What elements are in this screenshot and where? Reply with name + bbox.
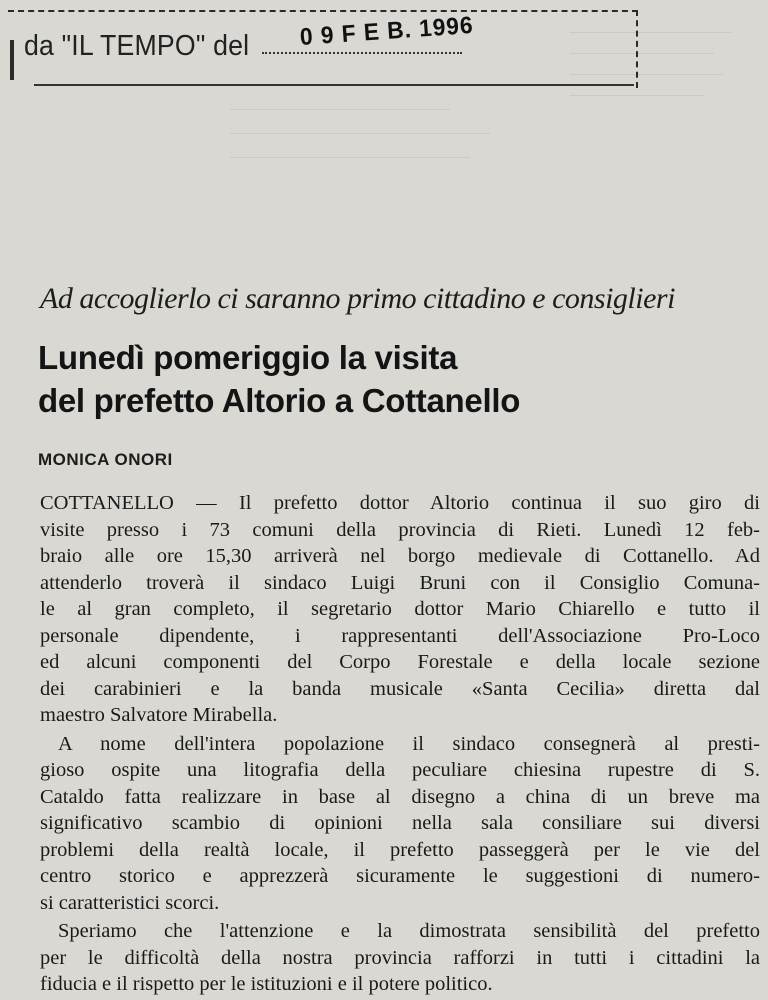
article-paragraph bbox=[40, 918, 760, 998]
body-line: maestro Salvatore Mirabella. bbox=[40, 704, 278, 726]
body-line: visite presso i 73 comuni della provincia di Rieti. Lunedì 12 feb- bbox=[40, 518, 760, 541]
body-line: dei carabinieri e la banda musicale «Santa Cecilia» diretta dal bbox=[40, 677, 760, 700]
body-line: fiducia e il rispetto per le istituzioni e il potere politico. bbox=[40, 973, 493, 995]
body-line: per le difficoltà della nostra provincia rafforzi in tutti i cittadini la bbox=[40, 946, 760, 969]
body-line: Speriamo che l'attenzione e la dimostrata sensibilità del prefetto bbox=[58, 920, 760, 942]
article-kicker: Ad accoglierlo ci saranno primo cittadino e consiglieri bbox=[40, 282, 675, 315]
article-headline bbox=[38, 336, 758, 422]
stamp-date: 0 9 F E B. 1996 bbox=[299, 11, 475, 51]
body-line: significativo scambio di opinioni nella sala consiliare sui diversi bbox=[40, 812, 760, 834]
body-line: COTTANELLO — Il prefetto dottor Altorio continua il suo giro di bbox=[40, 492, 760, 514]
reverse-page-bleed bbox=[230, 92, 530, 158]
body-line: braio alle ore 15,30 arriverà nel borgo medievale di Cottanello. Ad bbox=[40, 545, 760, 567]
body-line: ed alcuni componenti del Corpo Forestale e della locale sezione bbox=[40, 651, 760, 673]
body-line: le al gran completo, il segretario dottor Mario Chiarello e tutto il bbox=[40, 598, 760, 620]
body-line: si caratteristici scorci. bbox=[40, 891, 220, 914]
body-line: gioso ospite una litografia della peculiare chiesina rupestre di S. bbox=[40, 759, 760, 781]
body-line: Cataldo fatta realizzare in base al disegno a china di un breve ma bbox=[40, 785, 760, 808]
stamp-dotted-line bbox=[262, 52, 462, 54]
article-paragraph bbox=[40, 490, 760, 729]
body-line: problemi della realtà locale, il prefetto passeggerà per le vie del bbox=[40, 838, 760, 861]
headline-line: del prefetto Altorio a Cottanello bbox=[38, 382, 521, 419]
stamp-underline bbox=[34, 84, 634, 86]
headline-line: Lunedì pomeriggio la visita bbox=[38, 339, 458, 376]
stamp-source-text: da "IL TEMPO" del bbox=[24, 30, 250, 62]
body-line: A nome dell'intera popolazione il sindaco consegnerà al presti- bbox=[58, 732, 760, 755]
article-byline: MONICA ONORI bbox=[38, 450, 173, 469]
body-line: attenderlo troverà il sindaco Luigi Bruni con il Consiglio Comuna- bbox=[40, 571, 760, 594]
stamp-left-bar bbox=[10, 40, 14, 80]
body-line: personale dipendente, i rappresentanti dell'Associazione Pro-Loco bbox=[40, 624, 760, 647]
body-line: centro storico e apprezzerà sicuramente le suggestioni di numero- bbox=[40, 865, 760, 887]
article-paragraph bbox=[40, 731, 760, 917]
article-body bbox=[40, 490, 760, 1000]
